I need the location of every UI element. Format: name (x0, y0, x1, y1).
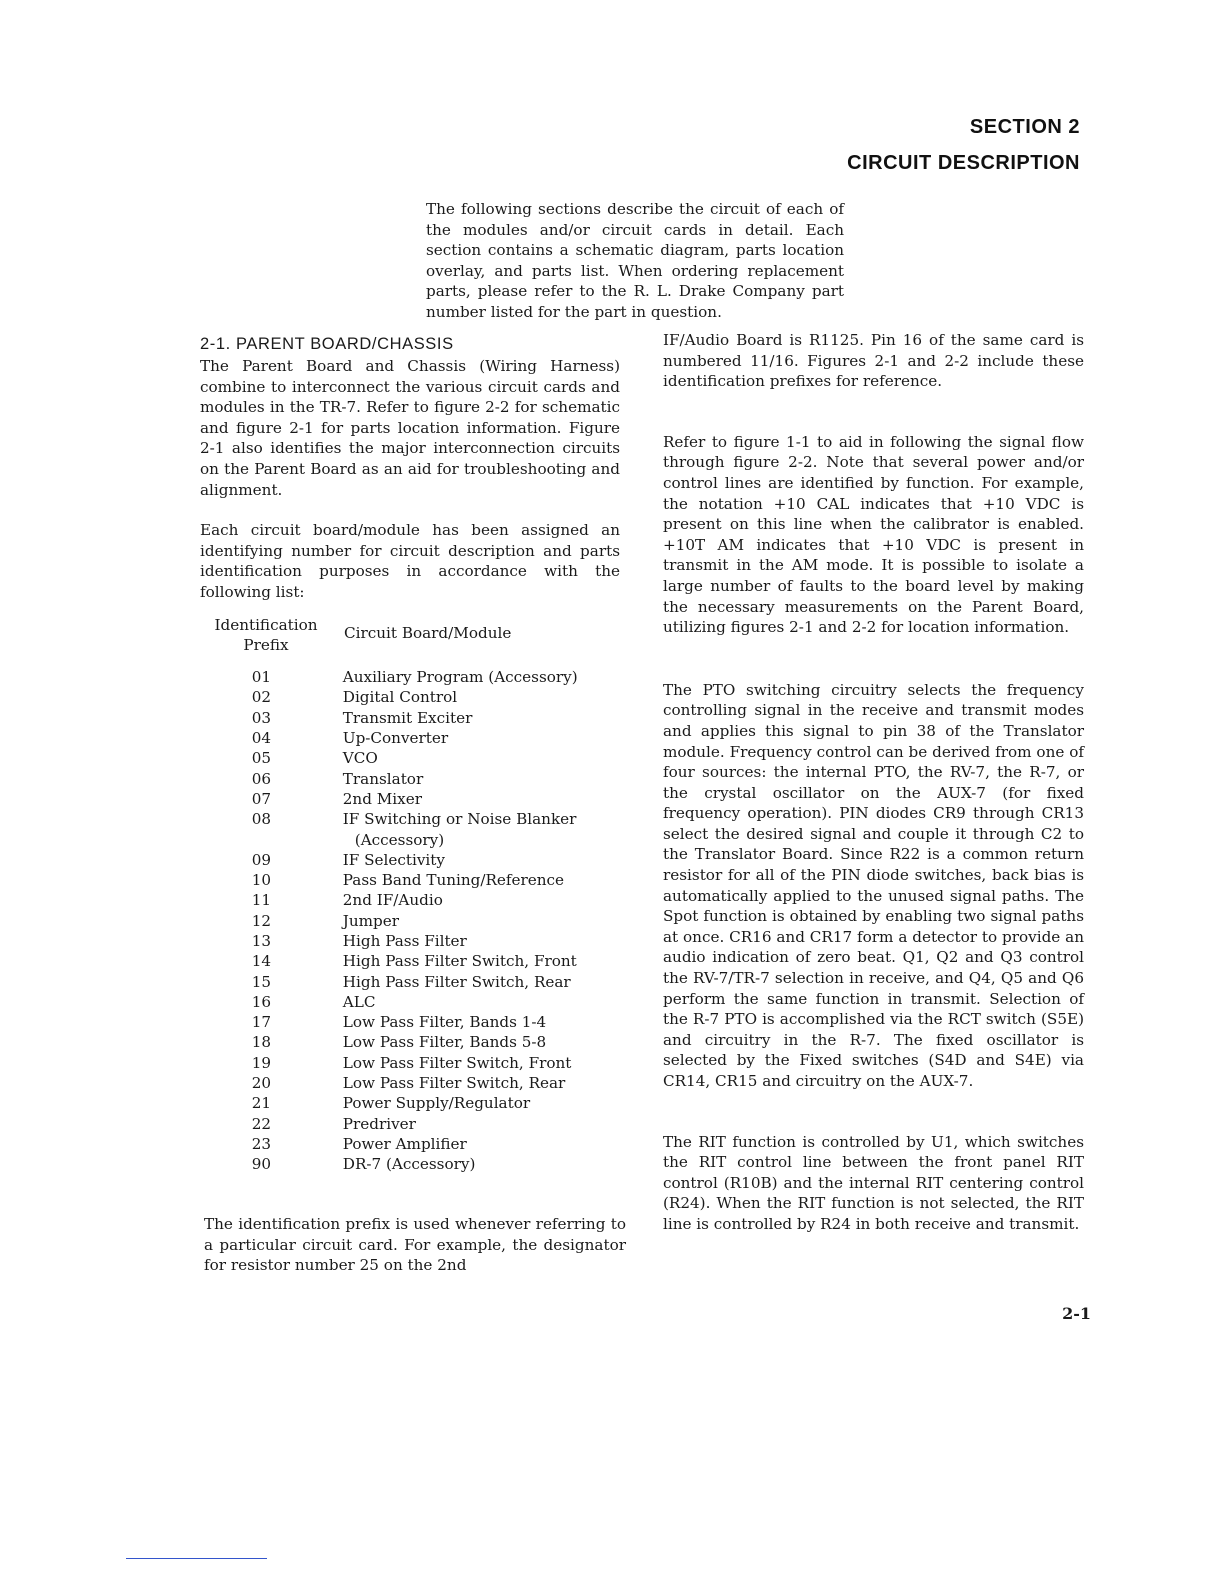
row-module-name: High Pass Filter (342, 931, 467, 950)
row-prefix: 07 (251, 789, 272, 808)
row-module (343, 1053, 620, 1073)
row-prefix: 22 (251, 1114, 272, 1133)
prefix-usage-paragraph: The identification prefix is used whenever referring to a particular circuit card. For example, the designator for resistor number 25 on the 2nd (204, 1215, 626, 1275)
intro-paragraph: The following sections describe the circuit of each of the modules and/or circuit cards in detail. Each section contains a schematic diagram, parts location overlay, and parts list. When ordering replacement parts, please refer to the R. L. Drake Company part number listed for the part in question. (426, 200, 844, 321)
prefix-column-header: Identification Prefix (214, 615, 318, 654)
row-module (343, 1154, 620, 1174)
row-prefix: 12 (251, 911, 272, 930)
row-prefix: 18 (251, 1033, 272, 1052)
table-row (200, 951, 620, 971)
row-module (343, 1093, 620, 1113)
table-row (200, 769, 620, 789)
row-module (343, 687, 620, 707)
row-prefix: 01 (251, 668, 272, 687)
row-prefix: 20 (251, 1074, 272, 1093)
row-module-name: Low Pass Filter, Bands 1-4 (342, 1013, 547, 1032)
row-module-name: Power Amplifier (342, 1134, 467, 1153)
row-prefix: 13 (251, 931, 272, 950)
row-prefix: 06 (251, 769, 272, 788)
table-row (200, 1134, 620, 1154)
row-module (343, 1012, 620, 1032)
row-prefix: 16 (251, 992, 272, 1011)
table-row (200, 1154, 620, 1174)
row-prefix: 21 (251, 1094, 272, 1113)
row-module (343, 850, 620, 870)
row-module-name: ALC (342, 992, 376, 1011)
row-module (343, 1114, 620, 1134)
table-row (200, 992, 620, 1012)
table-row (200, 1012, 620, 1032)
table-row (200, 748, 620, 768)
row-prefix: 15 (251, 972, 272, 991)
table-row (200, 972, 620, 992)
row-prefix: 04 (251, 729, 272, 748)
table-row (200, 1032, 620, 1052)
signal-flow-paragraph: Refer to figure 1-1 to aid in following the signal flow through figure 2-2. Note that several power and/or control lines are identified by function. For example, the notation +10 CAL indicates that +10 VDC is present on this line when the calibrator is enabled. +10T AM indicates that +10 VDC is present in transmit in the AM mode. It is possible to isolate a large number of faults to the board level by making the necessary measurements on the Parent Board, utilizing figures 2-1 and 2-2 for location information. (663, 432, 1084, 637)
row-module (343, 931, 620, 951)
row-module-name: 2nd IF/Audio (342, 891, 443, 910)
row-module-name: Low Pass Filter Switch, Front (342, 1053, 572, 1072)
identification-paragraph: Each circuit board/module has been assigned an identifying number for circuit description and parts identification purposes in accordance with the following list: (200, 521, 620, 601)
row-prefix: 02 (251, 688, 272, 707)
row-module-name: Transmit Exciter (342, 708, 473, 727)
prefix-example-paragraph: IF/Audio Board is R1125. Pin 16 of the same card is numbered 11/16. Figures 2-1 and 2-2 include these identification prefixes for reference. (663, 331, 1084, 391)
row-module-name: 2nd Mixer (342, 789, 422, 808)
row-module (343, 667, 620, 687)
row-module-name: Translator (342, 769, 424, 788)
row-module (343, 911, 620, 931)
pto-switching-paragraph: The PTO switching circuitry selects the frequency controlling signal in the receive and transmit modes and applies this signal to pin 38 of the Translator module. Frequency control can be derived from one of four sources: the internal PTO, the RV-7, the R-7, or the crystal oscillator on the AUX-7 (for fixed frequency operation). PIN diodes CR9 through CR13 select the desired signal and couple it through C2 to the Translator Board. Since R22 is a common return resistor for all of the PIN diode switches, back bias is automatically applied to the unused signal paths. The Spot function is obtained by enabling two signal paths at once. CR16 and CR17 form a detector to provide an audio indication of zero beat. Q1, Q2 and Q3 control the RV-7/TR-7 selection in receive, and Q4, Q5 and Q6 perform the same function in transmit. Selection of the R-7 PTO is accomplished via the RCT switch (S5E) and circuitry in the R-7. The fixed oscillator is selected by the Fixed switches (S4D and S4E) via CR14, CR15 and circuitry on the AUX-7. (663, 680, 1084, 1090)
rit-function-paragraph: The RIT function is controlled by U1, which switches the RIT control line between the front panel RIT control (R10B) and the internal RIT centering control (R24). When the RIT function is not selected, the RIT line is controlled by R24 in both receive and transmit. (663, 1132, 1084, 1233)
table-row (200, 667, 620, 687)
row-module-name: Up-Converter (342, 729, 449, 748)
row-module-continuation: (Accessory) (354, 830, 445, 849)
table-row (200, 809, 620, 850)
parent-board-paragraph: The Parent Board and Chassis (Wiring Harness) combine to interconnect the various circuit cards and modules in the TR-7. Refer to figure 2-2 for schematic and figure 2-1 for parts location information. Figure 2-1 also identifies the major interconnection circuits on the Parent Board as an aid for troubleshooting and alignment. (200, 357, 620, 499)
section-heading: 2-1. PARENT BOARD/CHASSIS (200, 335, 454, 353)
footer-rule (126, 1558, 267, 1559)
row-module (343, 972, 620, 992)
row-module (343, 890, 620, 910)
row-module-name: Low Pass Filter Switch, Rear (342, 1074, 566, 1093)
section-title: CIRCUIT DESCRIPTION (847, 152, 1080, 174)
row-module-name: Auxiliary Program (Accessory) (342, 668, 578, 687)
table-row (200, 850, 620, 870)
row-module (343, 870, 620, 890)
row-prefix: 17 (251, 1013, 272, 1032)
table-row (200, 789, 620, 809)
table-body (200, 667, 620, 1174)
identification-table (200, 615, 620, 1175)
row-module (343, 1073, 620, 1093)
section-number: SECTION 2 (969, 116, 1080, 138)
table-row (200, 1073, 620, 1093)
table-row (200, 911, 620, 931)
row-prefix: 14 (251, 952, 272, 971)
row-module-name: Digital Control (342, 688, 458, 707)
row-module (343, 951, 620, 971)
row-prefix: 23 (251, 1134, 272, 1153)
row-module (343, 1032, 620, 1052)
row-prefix: 08 (251, 810, 272, 829)
table-row (200, 1114, 620, 1134)
row-module-name: High Pass Filter Switch, Front (342, 952, 577, 971)
row-module-name: Pass Band Tuning/Reference (342, 871, 565, 890)
row-module-name: Jumper (342, 911, 400, 930)
table-row (200, 890, 620, 910)
row-prefix: 19 (251, 1053, 272, 1072)
row-module (343, 1134, 620, 1154)
row-module-name: IF Switching or Noise Blanker (342, 810, 577, 829)
table-row (200, 931, 620, 951)
table-row (200, 728, 620, 748)
row-module-name: VCO (342, 749, 378, 768)
row-module-name: DR-7 (Accessory) (342, 1155, 476, 1174)
table-row (200, 687, 620, 707)
row-prefix: 05 (251, 749, 272, 768)
row-module-name: High Pass Filter Switch, Rear (342, 972, 571, 991)
row-module (343, 992, 620, 1012)
row-module-name: IF Selectivity (342, 850, 445, 869)
row-module (343, 809, 620, 850)
row-prefix: 11 (251, 891, 272, 910)
table-row (200, 1053, 620, 1073)
row-module-name: Low Pass Filter, Bands 5-8 (342, 1033, 547, 1052)
row-prefix: 09 (251, 850, 272, 869)
page-number: 2-1 (1062, 1304, 1091, 1323)
row-module (343, 769, 620, 789)
row-module-name: Power Supply/Regulator (342, 1094, 531, 1113)
table-row (200, 708, 620, 728)
row-module (343, 789, 620, 809)
table-row (200, 1093, 620, 1113)
left-column (200, 335, 620, 1175)
table-header (200, 615, 620, 656)
module-column-header: Circuit Board/Module (344, 623, 512, 642)
table-row (200, 870, 620, 890)
row-prefix: 10 (251, 871, 272, 890)
row-module-name: Predriver (342, 1114, 416, 1133)
right-column (663, 330, 1084, 1235)
row-module (343, 708, 620, 728)
row-module (343, 728, 620, 748)
row-prefix: 03 (251, 708, 272, 727)
row-prefix: 90 (251, 1155, 272, 1174)
row-module (343, 748, 620, 768)
